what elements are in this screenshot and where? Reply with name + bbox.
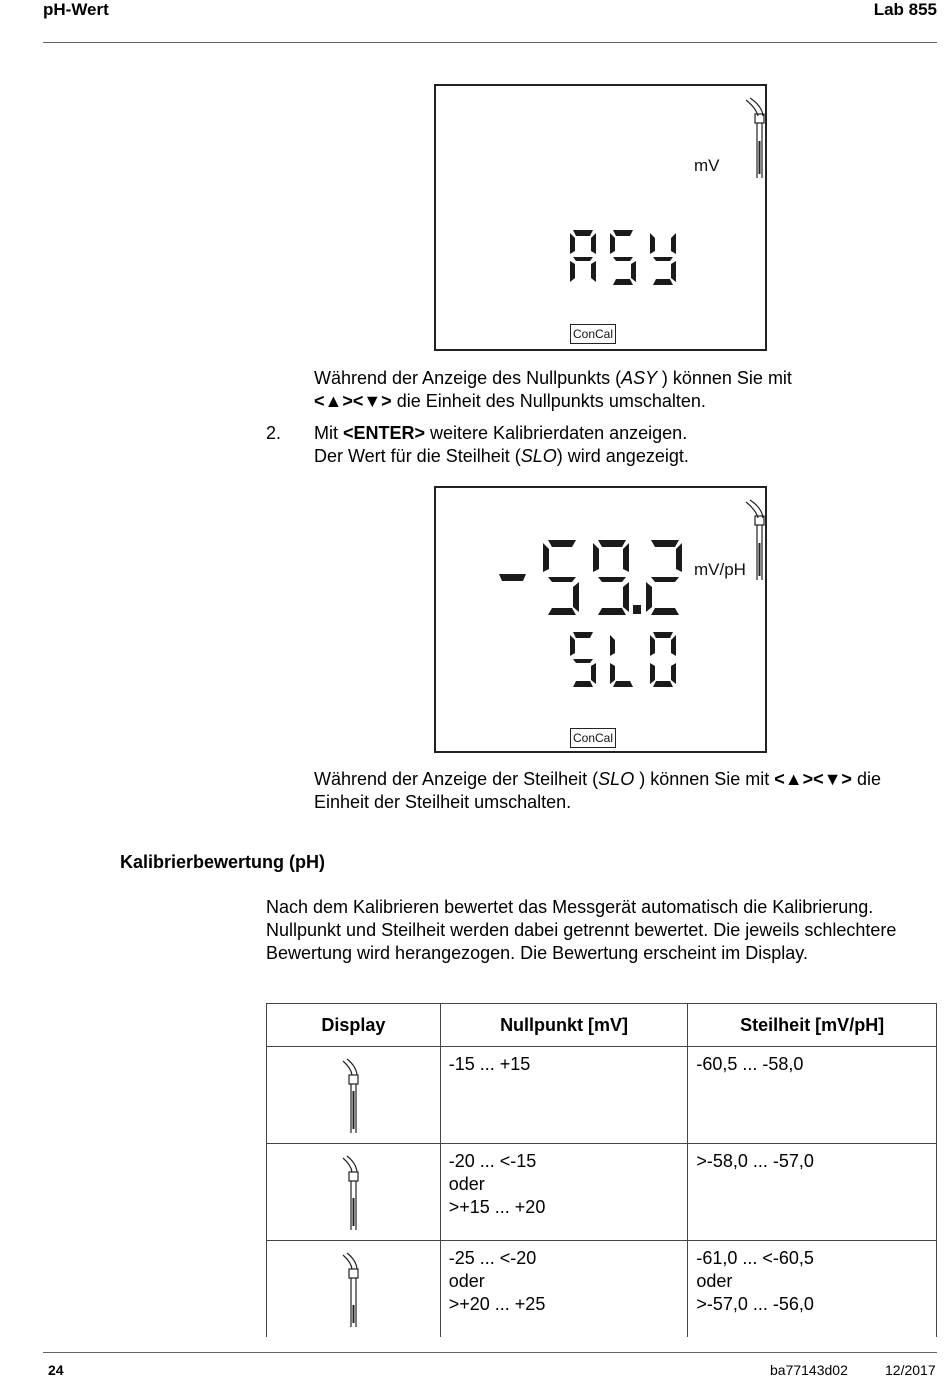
asy-instruction: Während der Anzeige des Nullpunkts (ASY ) können Sie mit <▲><▼> die Einheit des Nullpunkts umschalten. <box>314 368 792 411</box>
header-device-name: Lab 855 <box>873 0 937 19</box>
nullpunkt-cell: -25 ... <-20 oder >+20 ... +25 <box>440 1241 688 1338</box>
lcd-segments <box>436 488 769 755</box>
document-date: 12/2017 <box>885 1362 936 1378</box>
nullpunkt-cell: -20 ... <-15 oder >+15 ... +20 <box>440 1144 688 1241</box>
step2-instruction: Mit <ENTER> weitere Kalibrierdaten anzeigen. Der Wert für die Steilheit (SLO) wird angezeigt. <box>314 423 689 466</box>
calibration-rating-table <box>266 1003 937 1337</box>
table-row <box>267 1047 937 1144</box>
footer-rule <box>43 1352 937 1353</box>
section-paragraph: Nach dem Kalibrieren bewertet das Messgerät automatisch die Kalibrierung. Nullpunkt und Steilheit werden dabei getrennt bewertet. Die jeweils schlechtere Bewertung wird herangezogen. Die Bewertung erscheint im Display. <box>266 897 897 963</box>
nullpunkt-cell: -15 ... +15 <box>440 1047 688 1144</box>
document-id: ba77143d02 <box>770 1362 848 1378</box>
table-row <box>267 1241 937 1338</box>
table-row <box>267 1144 937 1241</box>
steilheit-cell: -60,5 ... -58,0 <box>688 1047 937 1144</box>
concal-badge: ConCal <box>570 324 616 344</box>
concal-badge: ConCal <box>570 728 616 748</box>
electrode-icon <box>746 500 764 580</box>
table-header-row <box>267 1004 937 1047</box>
steilheit-cell: >-58,0 ... -57,0 <box>688 1144 937 1241</box>
lcd-segments <box>436 86 769 353</box>
display-cell <box>267 1047 441 1144</box>
step-number: 2. <box>266 423 282 443</box>
electrode-3-segment-icon <box>338 1152 368 1232</box>
electrode-icon <box>746 98 764 178</box>
lcd-unit: mV <box>694 156 720 175</box>
page-number: 24 <box>48 1362 64 1378</box>
column-header-steilheit: Steilheit [mV/pH] <box>688 1004 937 1047</box>
electrode-2-segment-icon <box>338 1249 368 1329</box>
lcd-display-slo <box>434 486 767 753</box>
display-cell <box>267 1144 441 1241</box>
slo-instruction: Während der Anzeige der Steilheit (SLO ) können Sie mit <▲><▼> die Einheit der Steilheit umschalten. <box>314 769 881 812</box>
column-header-display: Display <box>267 1004 441 1047</box>
steilheit-cell: -61,0 ... <-60,5 oder >-57,0 ... -56,0 <box>688 1241 937 1338</box>
electrode-4-segment-icon <box>338 1055 368 1135</box>
lcd-display-asy <box>434 84 767 351</box>
header-section-title: pH-Wert <box>43 0 109 19</box>
display-cell <box>267 1241 441 1338</box>
column-header-nullpunkt: Nullpunkt [mV] <box>440 1004 688 1047</box>
header-rule <box>43 42 937 43</box>
section-title: Kalibrierbewertung (pH) <box>120 852 326 872</box>
lcd-unit: mV/pH <box>694 560 746 579</box>
